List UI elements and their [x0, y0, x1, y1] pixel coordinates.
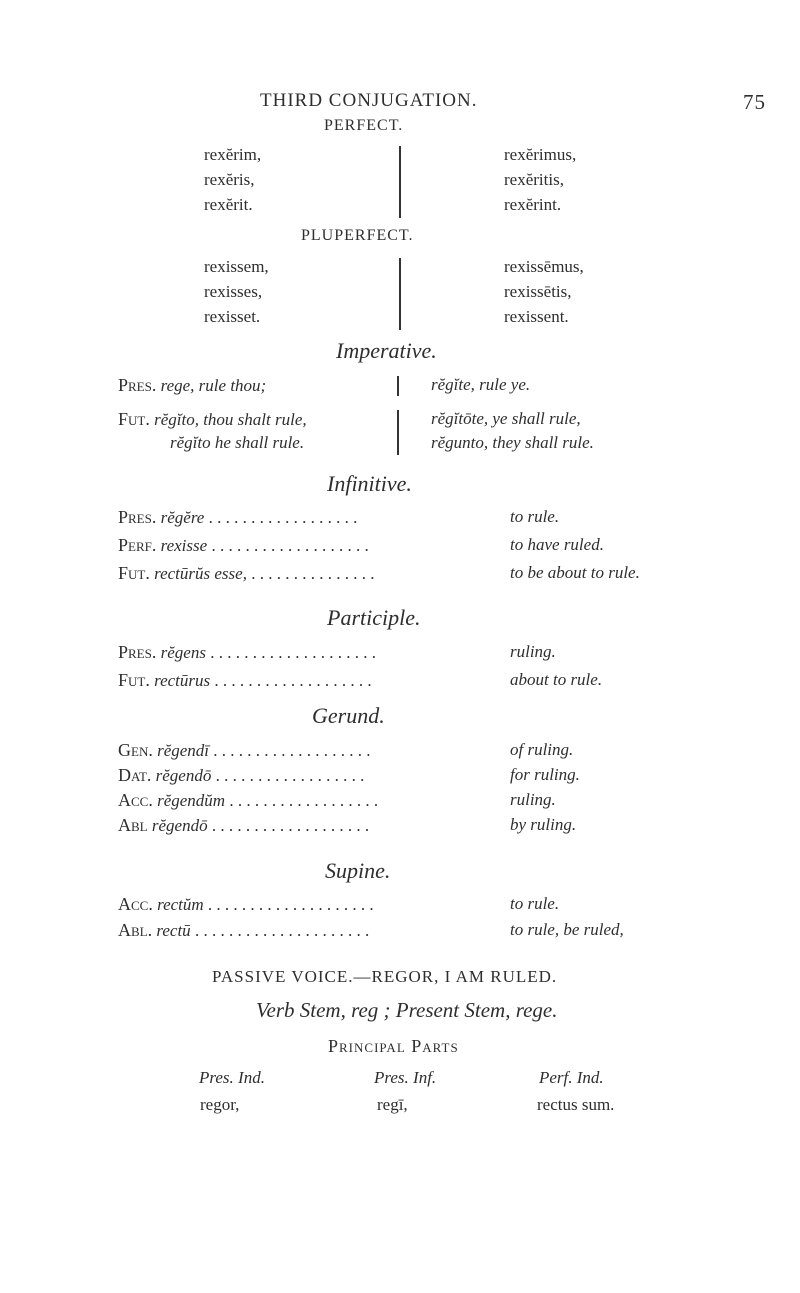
supine-english-abl: to rule, be ruled, — [510, 920, 624, 939]
latin-form: rĕgendī — [157, 741, 210, 760]
imperative-heading: Imperative. — [336, 338, 437, 363]
infinitive-english-fut: to be about to rule. — [510, 563, 640, 582]
imperative-pres-right: rĕgĭte, rule ye. — [431, 375, 531, 394]
imperative-fut-label: Fut. — [118, 409, 150, 429]
leader-dots: . . . . . . . . . . . . . . . . . . — [208, 508, 358, 527]
pluperfect-left-3: rexisset. — [204, 307, 261, 326]
row-label: Fut. — [118, 670, 150, 690]
row-label: Abl. — [118, 920, 153, 940]
latin-form: rectūrŭs esse, — [154, 564, 247, 583]
passive-stems: Verb Stem, reg ; Present Stem, rege. — [256, 998, 558, 1022]
infinitive-row-pres — [118, 507, 357, 528]
infinitive-heading: Infinitive. — [327, 471, 412, 496]
supine-row-acc — [118, 894, 374, 915]
row-label: Perf. — [118, 535, 157, 555]
row-label: Fut. — [118, 563, 150, 583]
gerund-row-acc — [118, 790, 378, 811]
supine-row-abl — [118, 920, 369, 941]
gerund-english-acc: ruling. — [510, 790, 556, 809]
infinitive-english-pres: to rule. — [510, 507, 560, 526]
leader-dots: . . . . . . . . . . . . . . . . . . . — [211, 536, 369, 555]
imperative-fut-right-2: rĕgunto, they shall rule. — [431, 433, 594, 452]
imperative-fut-left-1: rĕgĭto, thou shalt rule, — [154, 410, 307, 429]
latin-form: rectŭm — [157, 895, 204, 914]
imperative-pres-label: Pres. — [118, 375, 157, 395]
leader-dots: . . . . . . . . . . . . . . . — [251, 564, 375, 583]
principal-label-perf-ind: Perf. Ind. — [539, 1068, 604, 1087]
column-divider — [399, 258, 401, 330]
perfect-left-1: rexĕrim, — [204, 145, 262, 164]
row-label: Acc. — [118, 790, 153, 810]
supine-heading: Supine. — [325, 858, 391, 883]
leader-dots: . . . . . . . . . . . . . . . . . . . — [214, 671, 372, 690]
gerund-row-dat — [118, 765, 364, 786]
principal-label-pres-ind: Pres. Ind. — [199, 1068, 265, 1087]
infinitive-row-fut — [118, 563, 374, 584]
participle-row-fut — [118, 670, 372, 691]
latin-form: rĕgens — [160, 643, 206, 662]
leader-dots: . . . . . . . . . . . . . . . . . . — [229, 791, 379, 810]
leader-dots: . . . . . . . . . . . . . . . . . . . . . — [194, 921, 370, 940]
gerund-row-gen — [118, 740, 371, 761]
running-title: THIRD CONJUGATION. — [260, 90, 478, 111]
participle-english-fut: about to rule. — [510, 670, 603, 689]
row-label: Pres. — [118, 642, 157, 662]
column-divider — [397, 410, 399, 455]
column-divider — [397, 376, 399, 396]
participle-heading: Participle. — [327, 605, 421, 630]
row-label: Acc. — [118, 894, 153, 914]
latin-form: rexisse — [160, 536, 208, 555]
participle-english-pres: ruling. — [510, 642, 556, 661]
infinitive-row-perf — [118, 535, 369, 556]
gerund-english-abl: by ruling. — [510, 815, 577, 834]
principal-form-pres-inf: regī, — [377, 1095, 408, 1114]
leader-dots: . . . . . . . . . . . . . . . . . . — [215, 766, 365, 785]
row-label: Dat. — [118, 765, 152, 785]
principal-form-pres-ind: regor, — [200, 1095, 240, 1114]
gerund-english-gen: of ruling. — [510, 740, 574, 759]
passive-heading: PASSIVE VOICE.—REGOR, I AM RULED. — [212, 967, 558, 986]
perfect-left-3: rexĕrit. — [204, 195, 253, 214]
pluperfect-right-2: rexissētis, — [504, 282, 572, 301]
imperative-fut-right-1: rĕgĭtōte, ye shall rule, — [431, 409, 581, 428]
perfect-right-1: rexĕrimus, — [504, 145, 577, 164]
row-label: Pres. — [118, 507, 157, 527]
row-label: Abl — [118, 815, 148, 835]
leader-dots: . . . . . . . . . . . . . . . . . . . . — [207, 895, 374, 914]
gerund-row-abl — [118, 815, 369, 836]
perfect-left-2: rexĕris, — [204, 170, 255, 189]
latin-form: rĕgĕre — [160, 508, 205, 527]
pluperfect-heading: PLUPERFECT. — [301, 227, 414, 244]
latin-form: rectū — [156, 921, 191, 940]
gerund-heading: Gerund. — [312, 703, 385, 728]
imperative-fut-left-2: rĕgĭto he shall rule. — [170, 433, 305, 452]
latin-form: rĕgendŭm — [157, 791, 226, 810]
pluperfect-right-3: rexissent. — [504, 307, 569, 326]
latin-form: rectūrus — [154, 671, 211, 690]
leader-dots: . . . . . . . . . . . . . . . . . . . — [211, 816, 370, 835]
principal-form-perf-ind: rectus sum. — [537, 1095, 615, 1114]
perfect-heading: PERFECT. — [324, 117, 404, 134]
latin-form: rĕgendō — [155, 766, 212, 785]
leader-dots: . . . . . . . . . . . . . . . . . . . . — [210, 643, 376, 662]
pluperfect-left-2: rexisses, — [204, 282, 263, 301]
leader-dots: . . . . . . . . . . . . . . . . . . . — [213, 741, 371, 760]
perfect-right-3: rexĕrint. — [504, 195, 562, 214]
column-divider — [399, 146, 401, 218]
principal-parts-heading: Principal Parts — [328, 1036, 459, 1056]
principal-label-pres-inf: Pres. Inf. — [374, 1068, 437, 1087]
pluperfect-right-1: rexissēmus, — [504, 257, 584, 276]
perfect-right-2: rexĕritis, — [504, 170, 564, 189]
supine-english-acc: to rule. — [510, 894, 560, 913]
page-number: 75 — [743, 90, 766, 114]
gerund-english-dat: for ruling. — [510, 765, 580, 784]
pluperfect-left-1: rexissem, — [204, 257, 269, 276]
participle-row-pres — [118, 642, 376, 663]
infinitive-english-perf: to have ruled. — [510, 535, 604, 554]
imperative-pres-left: rege, rule thou; — [160, 376, 267, 395]
row-label: Gen. — [118, 740, 153, 760]
latin-form: rĕgendō — [151, 816, 208, 835]
